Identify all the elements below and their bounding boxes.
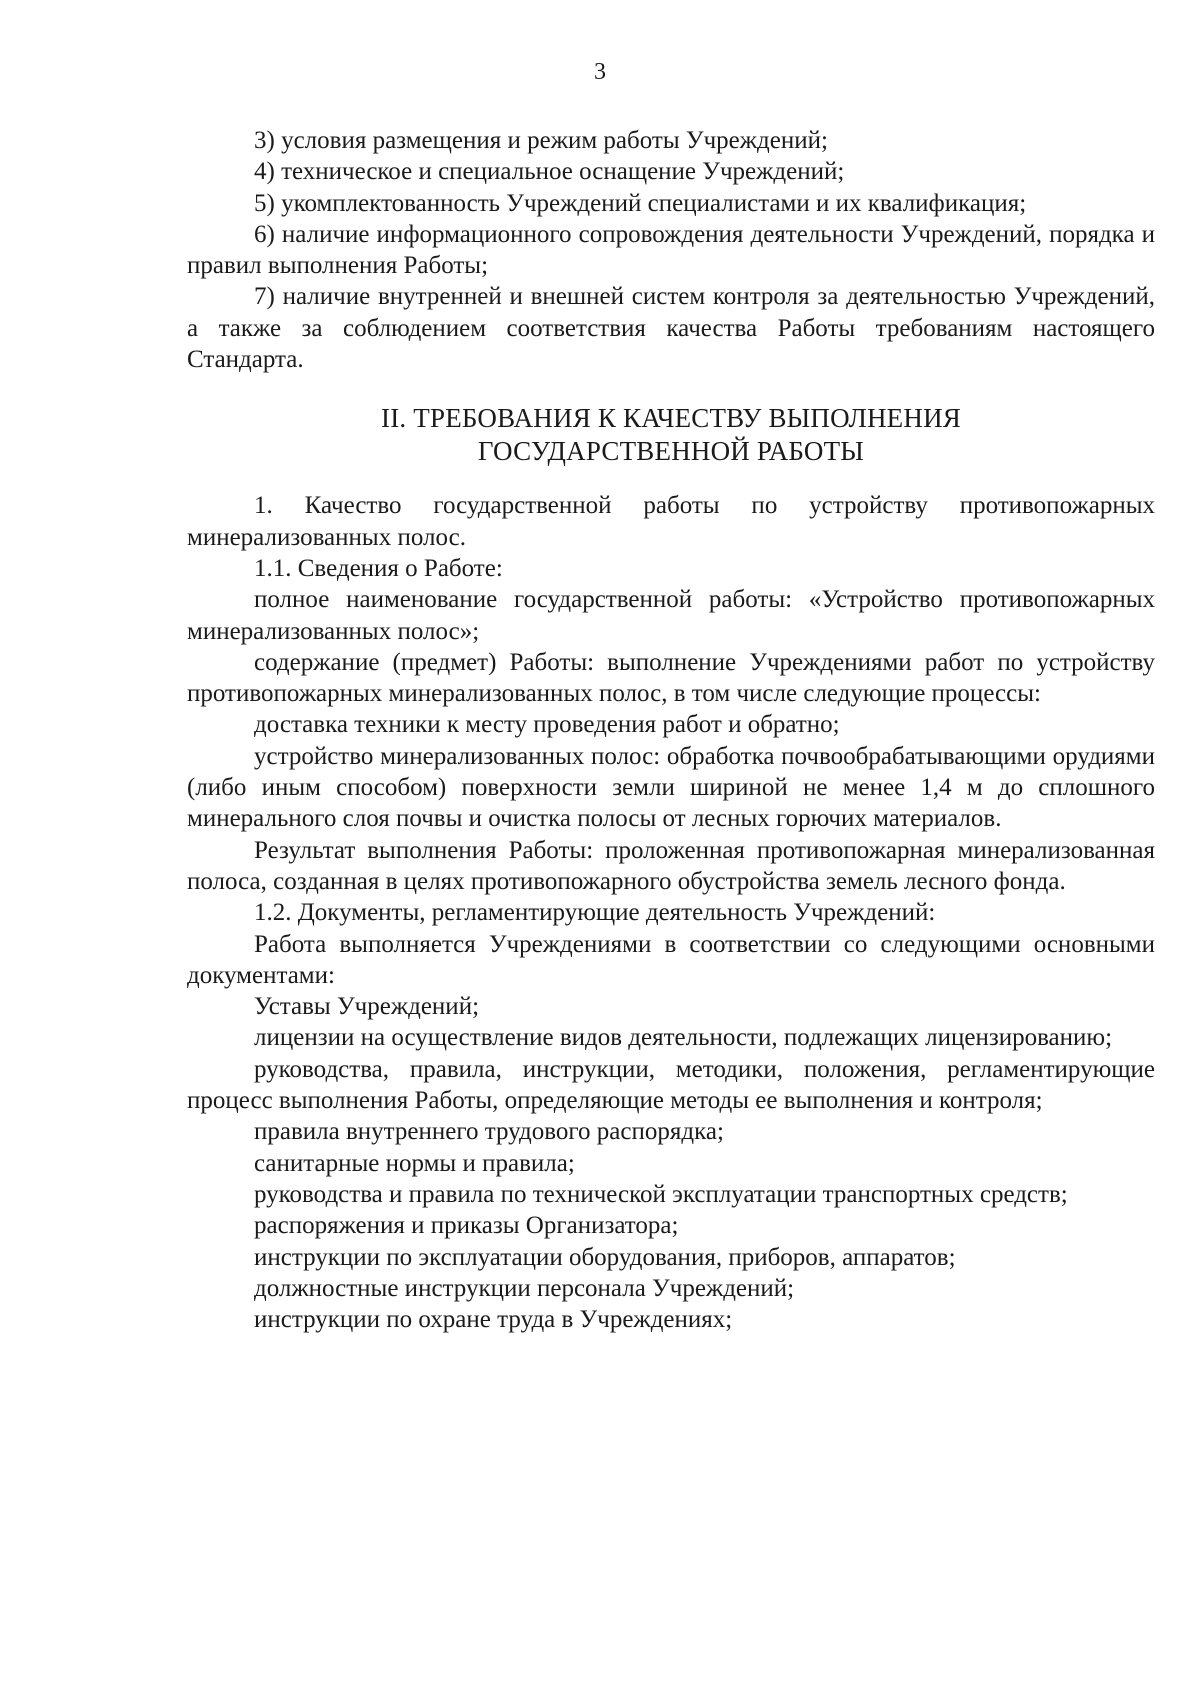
list-item: инструкции по охране труда в Учреждениях; — [254, 1306, 733, 1334]
list-item: лицензии на осуществление видов деятельности, подлежащих лицензированию; — [254, 1024, 1113, 1052]
list-item: 6) наличие информационного сопровождения деятельности Учреждений, порядка и правил выполнения Работы; — [187, 220, 1155, 280]
subsection-title: 1.1. Сведения о Работе: — [254, 554, 503, 582]
list-item: инструкции по эксплуатации оборудования, приборов, аппаратов; — [254, 1243, 956, 1271]
list-item: должностные инструкции персонала Учреждений; — [254, 1274, 795, 1302]
list-item: санитарные нормы и правила; — [254, 1149, 575, 1177]
paragraph: полное наименование государственной работы: «Устройство противопожарных минерализованных полос»; — [187, 586, 1155, 645]
list-item: руководства, правила, инструкции, методики, положения, регламентирующие процесс выполнения Работы, определяющие методы ее выполнения и контроля; — [187, 1055, 1155, 1115]
list-item: 5) укомплектованность Учреждений специалистами и их квалификация; — [254, 189, 1027, 217]
paragraph: Работа выполняется Учреждениями в соответствии со следующими основными документами: — [187, 930, 1155, 989]
paragraph: Результат выполнения Работы: проложенная противопожарная минерализованная полоса, созданная в целях противопожарного обустройства земель лесного фонда. — [187, 836, 1155, 895]
section-heading — [187, 402, 1155, 468]
paragraph: 1. Качество государственной работы по устройству противопожарных минерализованных полос. — [187, 492, 1155, 551]
paragraph: устройство минерализованных полос: обработка почвообрабатывающими орудиями (либо иным способом) поверхности земли шириной не менее 1,4 м до сплошного минерального слоя почвы и очистка полосы от лесных горючих материалов. — [187, 742, 1155, 833]
section-heading-line-2: ГОСУДАРСТВЕННОЙ РАБОТЫ — [477, 436, 865, 467]
subsection-title: 1.2. Документы, регламентирующие деятельность Учреждений: — [254, 899, 936, 927]
list-item: Уставы Учреждений; — [254, 993, 480, 1021]
section-heading-line-1: II. ТРЕБОВАНИЯ К КАЧЕСТВУ ВЫПОЛНЕНИЯ — [381, 403, 961, 434]
page-number: 3 — [594, 59, 606, 85]
list-item: 3) условия размещения и режим работы Учреждений; — [254, 127, 828, 154]
paragraph: содержание (предмет) Работы: выполнение Учреждениями работ по устройству противопожарных минерализованных полос, в том числе следующие процессы: — [187, 648, 1155, 708]
list-item: руководства и правила по технической эксплуатации транспортных средств; — [254, 1180, 1068, 1208]
list-item: правила внутреннего трудового распорядка; — [254, 1118, 724, 1146]
paragraph: доставка техники к месту проведения работ и обратно; — [254, 711, 840, 739]
page-body — [187, 125, 1155, 1335]
list-item: 7) наличие внутренней и внешней систем контроля за деятельностью Учреждений, а также за соблюдением соответствия качества Работы требованиям настоящего Стандарта. — [187, 283, 1155, 374]
list-item: 4) техническое и специальное оснащение Учреждений; — [254, 158, 845, 186]
list-item: распоряжения и приказы Организатора; — [254, 1212, 679, 1240]
